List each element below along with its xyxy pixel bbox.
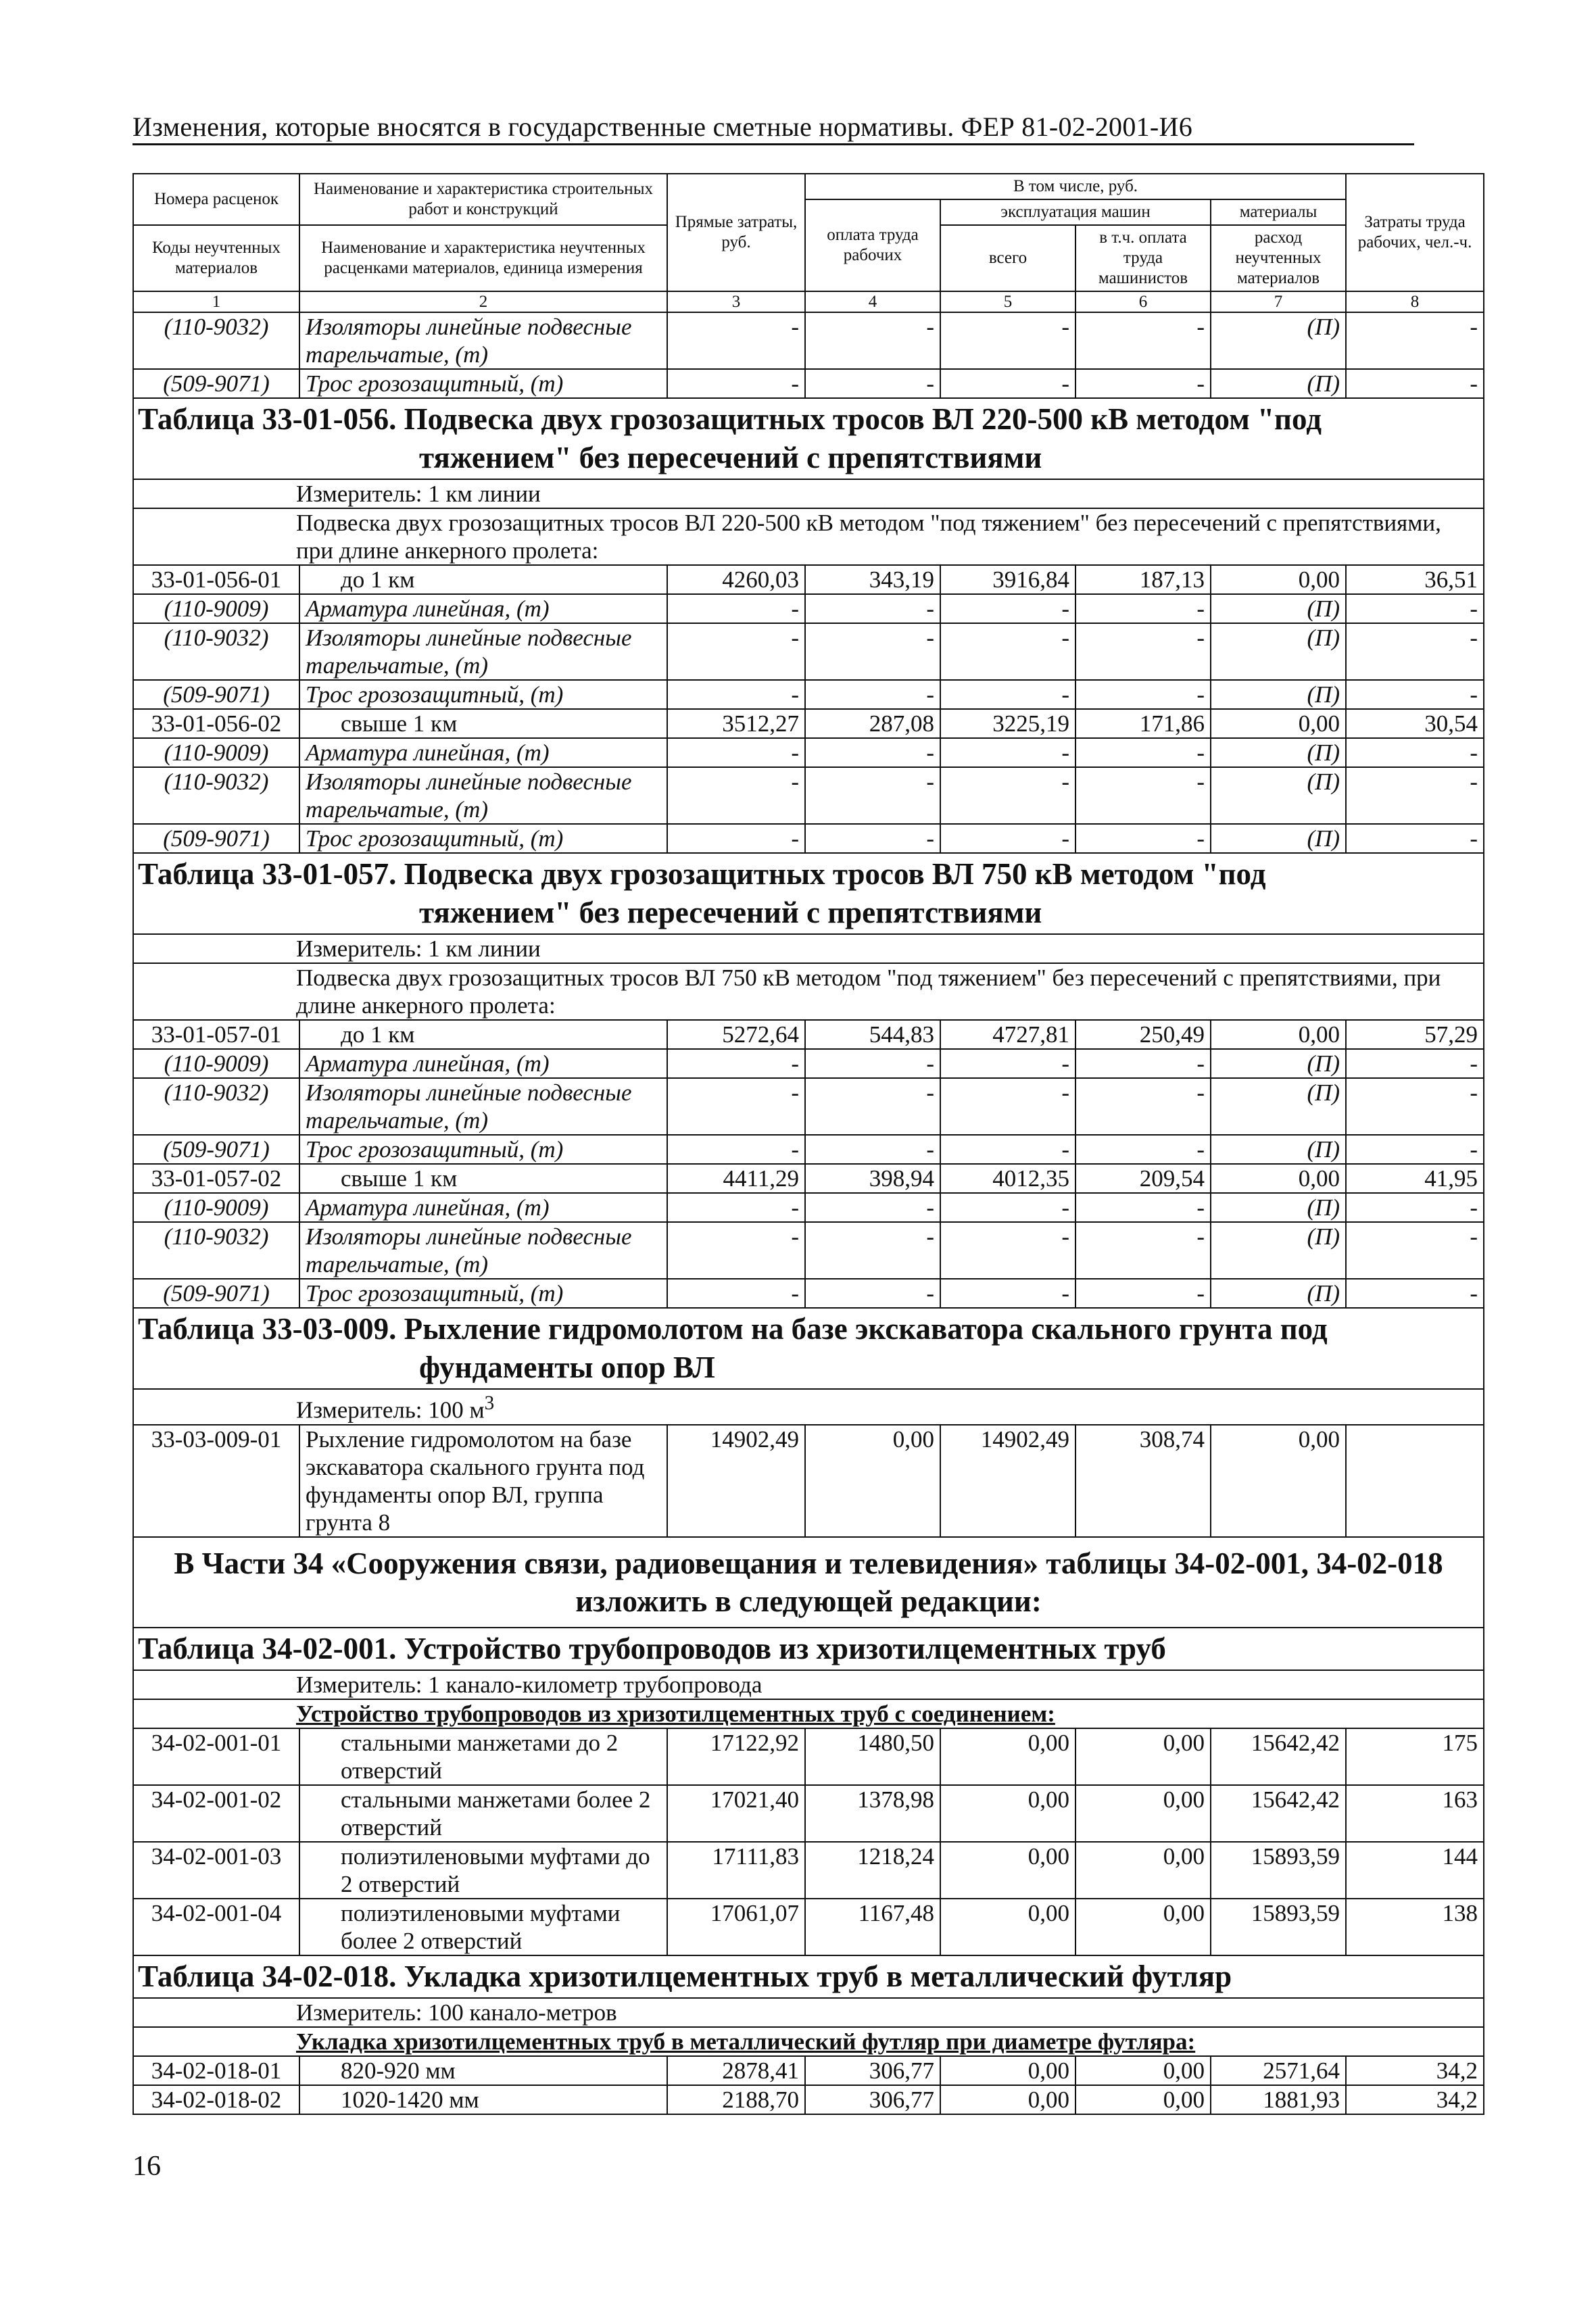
group-row	[133, 2027, 1484, 2056]
value-cell: 308,74	[1075, 1425, 1211, 1537]
value-cell: 0,00	[1211, 709, 1346, 738]
value-cell: 306,77	[805, 2085, 940, 2114]
table-row	[133, 1078, 1484, 1135]
unit-row	[133, 1998, 1484, 2027]
rate-code: 33-01-057-02	[133, 1164, 299, 1193]
group-description: Укладка хризотилцементных труб в металлический футляр при диаметре футляра:	[133, 2027, 1484, 2056]
rate-name: свыше 1 км	[299, 1164, 667, 1193]
rates-table	[132, 173, 1484, 2115]
rate-name: до 1 км	[299, 1020, 667, 1049]
value-cell: -	[667, 1049, 805, 1078]
value-cell: -	[667, 1193, 805, 1222]
table-row	[133, 594, 1484, 623]
value-cell: 3225,19	[940, 709, 1075, 738]
header-col2-bottom: Наименование и характеристика неучтенных расценками материалов, единица измерения	[299, 225, 667, 291]
group-row	[133, 963, 1484, 1020]
table-row	[133, 1425, 1484, 1537]
value-cell: 0,00	[1075, 1728, 1211, 1785]
value-cell: -	[805, 824, 940, 853]
material-code: (110-9009)	[133, 594, 299, 623]
value-cell: -	[940, 1222, 1075, 1279]
material-name: Изоляторы линейные подвесные тарельчатые, (т)	[299, 1222, 667, 1279]
value-cell: -	[1346, 738, 1484, 767]
value-cell: -	[805, 623, 940, 680]
rate-code: 33-01-056-01	[133, 565, 299, 594]
value-cell: -	[805, 1049, 940, 1078]
value-cell: 0,00	[940, 1842, 1075, 1899]
value-cell: (П)	[1211, 594, 1346, 623]
value-cell: -	[667, 369, 805, 398]
rate-name: 1020-1420 мм	[299, 2085, 667, 2114]
value-cell: 3512,27	[667, 709, 805, 738]
table-title-34-02-018: Таблица 34-02-018. Укладка хризотилцементных труб в металлический футляр	[133, 1955, 1484, 1998]
value-cell: 4012,35	[940, 1164, 1075, 1193]
table-title-33-01-057	[133, 853, 1484, 934]
value-cell: 0,00	[1075, 1899, 1211, 1955]
value-cell: -	[667, 1135, 805, 1164]
header-col1-bottom: Коды неучтенных материалов	[133, 225, 299, 291]
value-cell: 0,00	[940, 2056, 1075, 2085]
table-row	[133, 2085, 1484, 2114]
header-row-1	[133, 174, 1484, 199]
value-cell: -	[1075, 369, 1211, 398]
value-cell: (П)	[1211, 738, 1346, 767]
group-row	[133, 508, 1484, 565]
value-cell: -	[805, 1279, 940, 1308]
value-cell: 0,00	[940, 2085, 1075, 2114]
value-cell: -	[940, 767, 1075, 824]
material-code: (110-9032)	[133, 1222, 299, 1279]
value-cell: 2188,70	[667, 2085, 805, 2114]
value-cell: (П)	[1211, 1193, 1346, 1222]
value-cell: -	[1075, 738, 1211, 767]
rate-name: до 1 км	[299, 565, 667, 594]
material-name: Арматура линейная, (т)	[299, 1049, 667, 1078]
table-row	[133, 680, 1484, 709]
value-cell: (П)	[1211, 824, 1346, 853]
header-col1-top: Номера расценок	[133, 174, 299, 225]
header-materials-unaccounted: расход неучтенных материалов	[1211, 225, 1346, 291]
table-title-row	[133, 853, 1484, 934]
value-cell: 14902,49	[667, 1425, 805, 1537]
value-cell: (П)	[1211, 623, 1346, 680]
unit-row	[133, 479, 1484, 508]
table-title-row	[133, 1308, 1484, 1389]
material-code: (110-9009)	[133, 1193, 299, 1222]
unit-row	[133, 934, 1484, 963]
value-cell: 1378,98	[805, 1785, 940, 1842]
rate-name: стальными манжетами до 2 отверстий	[299, 1728, 667, 1785]
rate-code: 33-01-057-01	[133, 1020, 299, 1049]
rate-code: 34-02-001-01	[133, 1728, 299, 1785]
table-row	[133, 1222, 1484, 1279]
value-cell: (П)	[1211, 1049, 1346, 1078]
column-number: 2	[299, 291, 667, 312]
value-cell: -	[1075, 767, 1211, 824]
value-cell: 0,00	[805, 1425, 940, 1537]
value-cell: -	[805, 1222, 940, 1279]
table-title-row	[133, 1628, 1484, 1670]
material-code: (509-9071)	[133, 369, 299, 398]
value-cell: -	[667, 623, 805, 680]
value-cell: -	[667, 680, 805, 709]
value-cell: -	[940, 1279, 1075, 1308]
table-row	[133, 1785, 1484, 1842]
value-cell: 144	[1346, 1842, 1484, 1899]
value-cell: (П)	[1211, 1135, 1346, 1164]
material-name: Изоляторы линейные подвесные тарельчатые, (т)	[299, 767, 667, 824]
value-cell: 14902,49	[940, 1425, 1075, 1537]
value-cell: -	[1075, 312, 1211, 369]
value-cell: -	[805, 767, 940, 824]
value-cell: 3916,84	[940, 565, 1075, 594]
column-number: 7	[1211, 291, 1346, 312]
value-cell: 398,94	[805, 1164, 940, 1193]
measurement-unit: Измеритель: 100 канало-метров	[133, 1998, 1484, 2027]
value-cell: 15642,42	[1211, 1785, 1346, 1842]
value-cell: 0,00	[940, 1899, 1075, 1955]
group-description: Устройство трубопроводов из хризотилцементных труб с соединением:	[133, 1699, 1484, 1728]
table-title-34-02-001: Таблица 34-02-001. Устройство трубопроводов из хризотилцементных труб	[133, 1628, 1484, 1670]
value-cell: -	[1075, 1049, 1211, 1078]
table-row	[133, 824, 1484, 853]
value-cell: -	[1075, 1222, 1211, 1279]
value-cell: 544,83	[805, 1020, 940, 1049]
value-cell: 175	[1346, 1728, 1484, 1785]
value-cell: -	[1346, 1222, 1484, 1279]
material-name: Трос грозозащитный, (т)	[299, 1279, 667, 1308]
value-cell: 15893,59	[1211, 1899, 1346, 1955]
rate-name: полиэтиленовыми муфтами более 2 отверстий	[299, 1899, 667, 1955]
value-cell: -	[1346, 594, 1484, 623]
value-cell: -	[1346, 623, 1484, 680]
rate-name: полиэтиленовыми муфтами до 2 отверстий	[299, 1842, 667, 1899]
value-cell: -	[1075, 1193, 1211, 1222]
value-cell: -	[805, 1193, 940, 1222]
value-cell: 4260,03	[667, 565, 805, 594]
material-name: Арматура линейная, (т)	[299, 738, 667, 767]
table-row	[133, 623, 1484, 680]
material-name: Арматура линейная, (т)	[299, 1193, 667, 1222]
material-code: (110-9009)	[133, 738, 299, 767]
value-cell: -	[940, 738, 1075, 767]
group-row	[133, 1699, 1484, 1728]
value-cell: -	[805, 1135, 940, 1164]
unit-row	[133, 1670, 1484, 1699]
value-cell: -	[805, 594, 940, 623]
value-cell: -	[1346, 824, 1484, 853]
rate-code: 34-02-001-02	[133, 1785, 299, 1842]
value-cell: -	[1075, 1135, 1211, 1164]
value-cell: -	[1346, 1135, 1484, 1164]
measurement-unit: Измеритель: 1 км линии	[133, 934, 1484, 963]
table-row	[133, 738, 1484, 767]
table-title-line-1: Таблица 33-01-056. Подвеска двух грозозащитных тросов ВЛ 220-500 кВ методом "под	[138, 402, 1322, 436]
value-cell: -	[1346, 1193, 1484, 1222]
value-cell: -	[1075, 680, 1211, 709]
measurement-unit: Измеритель: 1 км линии	[133, 479, 1484, 508]
header-machines-total: всего	[940, 225, 1075, 291]
rate-code: 33-01-056-02	[133, 709, 299, 738]
table-row	[133, 312, 1484, 369]
table-row	[133, 1020, 1484, 1049]
value-cell: -	[667, 594, 805, 623]
column-number: 1	[133, 291, 299, 312]
material-code: (110-9032)	[133, 767, 299, 824]
column-number: 5	[940, 291, 1075, 312]
value-cell: 187,13	[1075, 565, 1211, 594]
value-cell: 0,00	[1211, 1020, 1346, 1049]
value-cell: 5272,64	[667, 1020, 805, 1049]
material-code: (509-9071)	[133, 1279, 299, 1308]
value-cell: 17111,83	[667, 1842, 805, 1899]
value-cell: 138	[1346, 1899, 1484, 1955]
value-cell: 1167,48	[805, 1899, 940, 1955]
value-cell: -	[940, 824, 1075, 853]
column-number: 4	[805, 291, 940, 312]
table-row	[133, 1899, 1484, 1955]
value-cell: 0,00	[940, 1728, 1075, 1785]
value-cell: -	[667, 824, 805, 853]
value-cell: -	[667, 738, 805, 767]
table-title-line-1: Таблица 33-01-057. Подвеска двух грозозащитных тросов ВЛ 750 кВ методом "под	[138, 857, 1266, 891]
material-name: Трос грозозащитный, (т)	[299, 1135, 667, 1164]
value-cell: 15893,59	[1211, 1842, 1346, 1899]
table-title-row	[133, 1955, 1484, 1998]
table-row	[133, 1279, 1484, 1308]
value-cell: -	[940, 680, 1075, 709]
table-title-line-2: фундаменты опор ВЛ	[419, 1350, 715, 1384]
material-code: (110-9032)	[133, 623, 299, 680]
table-row	[133, 767, 1484, 824]
table-row	[133, 1135, 1484, 1164]
value-cell: -	[1346, 369, 1484, 398]
header-col2-top: Наименование и характеристика строительных работ и конструкций	[299, 174, 667, 225]
value-cell: 0,00	[1075, 2085, 1211, 2114]
table-row	[133, 1842, 1484, 1899]
unit-row	[133, 1389, 1484, 1425]
value-cell: -	[940, 369, 1075, 398]
value-cell: -	[1075, 1279, 1211, 1308]
value-cell: -	[667, 1222, 805, 1279]
value-cell: -	[940, 623, 1075, 680]
table-row	[133, 1049, 1484, 1078]
value-cell: 30,54	[1346, 709, 1484, 738]
header-machines: эксплуатация машин	[940, 199, 1211, 225]
value-cell: -	[1346, 1279, 1484, 1308]
value-cell: -	[940, 1078, 1075, 1135]
value-cell: 0,00	[1075, 1785, 1211, 1842]
value-cell: (П)	[1211, 312, 1346, 369]
table-row	[133, 1193, 1484, 1222]
group-description: Подвеска двух грозозащитных тросов ВЛ 220-500 кВ методом "под тяжением" без пересечений с препятствиями, при длине анкерного пролета:	[133, 508, 1484, 565]
value-cell: 4727,81	[940, 1020, 1075, 1049]
measurement-unit-exponent: 3	[484, 1392, 495, 1414]
value-cell: (П)	[1211, 369, 1346, 398]
value-cell: -	[1346, 767, 1484, 824]
running-header: Изменения, которые вносятся в государственные сметные нормативы. ФЕР 81-02-2001-И6	[132, 112, 1193, 142]
value-cell: -	[1075, 594, 1211, 623]
value-cell: -	[805, 680, 940, 709]
value-cell: 17021,40	[667, 1785, 805, 1842]
value-cell: -	[1075, 1078, 1211, 1135]
value-cell: 306,77	[805, 2056, 940, 2085]
value-cell: 1480,50	[805, 1728, 940, 1785]
material-name: Изоляторы линейные подвесные тарельчатые, (т)	[299, 312, 667, 369]
header-labor-pay: оплата труда рабочих	[805, 199, 940, 291]
value-cell: 36,51	[1346, 565, 1484, 594]
material-code: (110-9009)	[133, 1049, 299, 1078]
column-number: 6	[1075, 291, 1211, 312]
table-row	[133, 565, 1484, 594]
material-name: Арматура линейная, (т)	[299, 594, 667, 623]
header-labor-hours: Затраты труда рабочих, чел.-ч.	[1346, 174, 1484, 291]
column-number: 8	[1346, 291, 1484, 312]
value-cell: 17061,07	[667, 1899, 805, 1955]
rate-code: 34-02-018-01	[133, 2056, 299, 2085]
value-cell: 0,00	[1075, 2056, 1211, 2085]
value-cell: -	[667, 312, 805, 369]
value-cell: -	[1346, 1049, 1484, 1078]
value-cell: -	[805, 738, 940, 767]
value-cell: 209,54	[1075, 1164, 1211, 1193]
value-cell: 287,08	[805, 709, 940, 738]
material-code: (110-9032)	[133, 1078, 299, 1135]
value-cell: -	[940, 594, 1075, 623]
table-title-row	[133, 398, 1484, 479]
value-cell: -	[667, 1279, 805, 1308]
value-cell: (П)	[1211, 680, 1346, 709]
value-cell: -	[1346, 680, 1484, 709]
value-cell: -	[940, 1193, 1075, 1222]
rate-code: 34-02-001-03	[133, 1842, 299, 1899]
value-cell: -	[940, 1049, 1075, 1078]
measurement-unit-text: Измеритель: 100 м	[296, 1396, 485, 1423]
rate-name: 820-920 мм	[299, 2056, 667, 2085]
value-cell: -	[1075, 824, 1211, 853]
header-materials: материалы	[1211, 199, 1346, 225]
value-cell	[1346, 1425, 1484, 1537]
part-34-heading: В Части 34 «Сооружения связи, радиовещания и телевидения» таблицы 34-02-001, 34-02-018 изложить в следующей редакции:	[133, 1537, 1484, 1628]
material-name: Трос грозозащитный, (т)	[299, 680, 667, 709]
value-cell: (П)	[1211, 1279, 1346, 1308]
rate-name: свыше 1 км	[299, 709, 667, 738]
value-cell: -	[805, 369, 940, 398]
table-row	[133, 709, 1484, 738]
table-row	[133, 2056, 1484, 2085]
material-name: Изоляторы линейные подвесные тарельчатые, (т)	[299, 1078, 667, 1135]
material-code: (110-9032)	[133, 312, 299, 369]
value-cell: -	[940, 312, 1075, 369]
value-cell: 4411,29	[667, 1164, 805, 1193]
rate-name: стальными манжетами более 2 отверстий	[299, 1785, 667, 1842]
value-cell: 41,95	[1346, 1164, 1484, 1193]
material-name: Изоляторы линейные подвесные тарельчатые, (т)	[299, 623, 667, 680]
value-cell: -	[1346, 1078, 1484, 1135]
value-cell: 2878,41	[667, 2056, 805, 2085]
table-row	[133, 1728, 1484, 1785]
value-cell: -	[940, 1135, 1075, 1164]
table-title-line-2: тяжением" без пересечений с препятствиями	[419, 441, 1042, 474]
part-heading-row	[133, 1537, 1484, 1628]
value-cell: (П)	[1211, 1078, 1346, 1135]
measurement-unit: Измеритель: 1 канало-километр трубопровода	[133, 1670, 1484, 1699]
value-cell: -	[667, 767, 805, 824]
material-code: (509-9071)	[133, 824, 299, 853]
table-title-line-2: тяжением" без пересечений с препятствиями	[419, 896, 1042, 929]
header-direct-costs: Прямые затраты, руб.	[667, 174, 805, 291]
rate-code: 33-03-009-01	[133, 1425, 299, 1537]
header-machinist-pay: в т.ч. оплата труда машинистов	[1075, 225, 1211, 291]
column-number: 3	[667, 291, 805, 312]
value-cell: 57,29	[1346, 1020, 1484, 1049]
value-cell: 163	[1346, 1785, 1484, 1842]
material-name: Трос грозозащитный, (т)	[299, 824, 667, 853]
header-including: В том числе, руб.	[805, 174, 1346, 199]
value-cell: 250,49	[1075, 1020, 1211, 1049]
table-title-33-03-009	[133, 1308, 1484, 1389]
value-cell: 0,00	[1075, 1842, 1211, 1899]
rate-code: 34-02-018-02	[133, 2085, 299, 2114]
value-cell: 1881,93	[1211, 2085, 1346, 2114]
value-cell: (П)	[1211, 1222, 1346, 1279]
material-name: Трос грозозащитный, (т)	[299, 369, 667, 398]
value-cell: -	[805, 312, 940, 369]
table-row	[133, 1164, 1484, 1193]
measurement-unit	[133, 1389, 1484, 1425]
value-cell: 0,00	[1211, 1164, 1346, 1193]
value-cell: 2571,64	[1211, 2056, 1346, 2085]
rate-code: 34-02-001-04	[133, 1899, 299, 1955]
value-cell: 0,00	[1211, 565, 1346, 594]
value-cell: 1218,24	[805, 1842, 940, 1899]
rate-name: Рыхление гидромолотом на базе экскаватора скального грунта под фундаменты опор ВЛ, группа грунта 8	[299, 1425, 667, 1537]
value-cell: 34,2	[1346, 2056, 1484, 2085]
table-row	[133, 369, 1484, 398]
value-cell: 15642,42	[1211, 1728, 1346, 1785]
value-cell: 171,86	[1075, 709, 1211, 738]
value-cell: -	[667, 1078, 805, 1135]
value-cell: -	[1346, 312, 1484, 369]
value-cell: (П)	[1211, 767, 1346, 824]
value-cell: 34,2	[1346, 2085, 1484, 2114]
group-description: Подвеска двух грозозащитных тросов ВЛ 750 кВ методом "под тяжением" без пересечений с препятствиями, при длине анкерного пролета:	[133, 963, 1484, 1020]
material-code: (509-9071)	[133, 1135, 299, 1164]
value-cell: 0,00	[1211, 1425, 1346, 1537]
material-code: (509-9071)	[133, 680, 299, 709]
header-rule	[132, 143, 1414, 145]
value-cell: -	[805, 1078, 940, 1135]
value-cell: -	[1075, 623, 1211, 680]
value-cell: 343,19	[805, 565, 940, 594]
value-cell: 0,00	[940, 1785, 1075, 1842]
page-number: 16	[132, 2151, 161, 2182]
column-number-row	[133, 291, 1484, 312]
table-title-33-01-056	[133, 398, 1484, 479]
value-cell: 17122,92	[667, 1728, 805, 1785]
table-title-line-1: Таблица 33-03-009. Рыхление гидромолотом на базе экскаватора скального грунта под	[138, 1312, 1328, 1346]
